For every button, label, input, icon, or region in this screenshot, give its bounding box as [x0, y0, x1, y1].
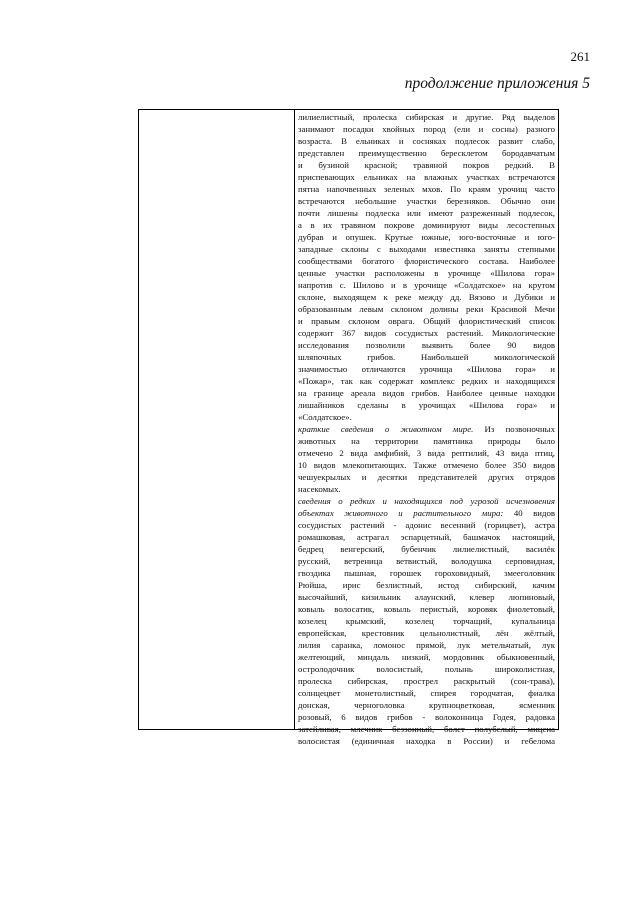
text-segment: 40 видов: [503, 508, 555, 518]
text-line: на границе ареала видов грибов. Наиболее ценные находки: [298, 388, 555, 398]
text-line: ромашковая, астрагал эспарцетный, башмачок настоящий,: [298, 532, 555, 542]
text-line: Рюйша, ирис безлистный, истод сибирский, качим: [298, 580, 555, 590]
text-line: затейливая, млечник беззонный, болет полубелый, мицена: [298, 724, 555, 734]
text-line: [298, 495, 555, 507]
text-line: козелец крымский, козелец торчащий, купальница: [298, 616, 555, 626]
text-line: напротив с. Шилово и в урочище «Солдатское» на крутом: [298, 280, 555, 290]
text-line: «Солдатское».: [298, 412, 352, 422]
text-line: гвоздика пышная, горошек гороховидный, змееголовник: [298, 568, 555, 578]
appendix-table: [138, 109, 559, 746]
text-line: значимостью отличаются урочища «Шилова гора» и: [298, 364, 555, 374]
table-right-column: [295, 110, 558, 746]
text-line: сосудистых растений - адонис весенний (горицвет), астра: [298, 520, 555, 530]
text-line: встречаются небольшие участки березняков. Обычно они: [298, 196, 555, 206]
text-line: русский, ветреница ветвистый, володушка серповидная,: [298, 556, 555, 566]
text-line: ковыль волосатик, ковыль перистый, коровяк фиолетовый,: [298, 604, 555, 614]
text-line: [298, 423, 555, 435]
text-line: и правым склоном оврага. Общий флористический список: [298, 316, 555, 326]
text-line: склоне, выходящем к реке между дд. Вязово и Дубики и: [298, 292, 555, 302]
text-line: бедрец венгерский, бубенчик лилиелистный, василёк: [298, 544, 555, 554]
text-line: почти лишены подлеска или имеют разреженный подлесок,: [298, 208, 555, 218]
text-line: сообществами богатого флористического состава. Наиболее: [298, 256, 555, 266]
text-line: волосистая (единичная находка в России) и гебелома: [298, 736, 555, 746]
text-line: европейская, крестовник цельнолистный, лён жёлтый,: [298, 628, 555, 638]
text-line: ценные участки расположены в урочище «Шилова гора»: [298, 268, 555, 278]
text-line: насекомых.: [298, 484, 341, 494]
text-line: лилиелистный, пролеска сибирская и другие. Ряд выделов: [298, 112, 555, 122]
text-line: лишайников сделаны в урочищах «Шилова гора» и: [298, 400, 555, 410]
text-line: пятна напочвенных зеленых мхов. По краям урочищ часто: [298, 184, 555, 194]
text-line: шляпочных грибов. Наибольшей микологической: [298, 352, 555, 362]
text-line: лилия саранка, ломонос прямой, лук метельчатый, лук: [298, 640, 555, 650]
text-line: приспевающих ельниках на влажных участках встречаются: [298, 172, 555, 182]
text-line: остролодочник волосистый, полынь широколистная,: [298, 664, 555, 674]
text-line: возраста. В ельниках и сосняках подлесок развит слабо,: [298, 136, 555, 146]
page-number: 261: [570, 49, 590, 64]
text-line: 10 видов млекопитающих. Также отмечено более 350 видов: [298, 460, 555, 470]
text-line: и бузиной красной; травяной покров редкий. В: [298, 160, 555, 170]
continuation-heading: продолжение приложения 5: [404, 75, 590, 92]
text-line: высочайший, кизильник алаунский, клевер люпиновый,: [298, 592, 555, 602]
text-line: животных на территории памятника природы было: [298, 436, 555, 446]
text-line: дубрав и опушек. Крутые южные, юго-восточные и юго-: [298, 232, 555, 242]
text-line: донская, черноголовка крупноцветковая, ясменник: [298, 700, 555, 710]
text-line: занимают посадки хвойных пород (ели и сосны) разного: [298, 124, 555, 134]
text-line: «Пожар», так как содержат комплекс редких и находящихся: [298, 376, 555, 386]
italic-heading-segment: краткие сведения о животном мире.: [298, 424, 474, 434]
italic-heading-segment: сведения о редких и находящихся под угрозой исчезновения: [298, 496, 555, 506]
text-line: содержит 367 видов сосудистых растений. Микологические: [298, 328, 555, 338]
text-line: западные склоны с выходами известняка заняты степными: [298, 244, 555, 254]
text-line: образованным левым склоном долины реки Красивой Мечи: [298, 304, 555, 314]
text-segment: Из позвоночных: [473, 424, 555, 434]
text-line: отмечено 2 вида амфибий, 3 вида рептилий, 43 вида птиц,: [298, 448, 555, 458]
text-line: чешуекрылых и десятки представителей других отрядов: [298, 472, 555, 482]
text-line: исследования позволили выявить более 90 видов: [298, 340, 555, 350]
text-line: представлен преимущественно бересклетом бородавчатым: [298, 148, 555, 158]
text-line: пролеска сибирская, прострел раскрытый (сон-трава),: [298, 676, 555, 686]
italic-heading-segment: объектах животного и растительного мира:: [298, 508, 504, 518]
table-left-column: [139, 110, 295, 729]
text-line: а в их травяном покрове доминируют виды лесостепных: [298, 220, 555, 230]
text-line: солнцецвет монетолистный, спирея городчатая, фиалка: [298, 688, 555, 698]
text-line: розовый, 6 видов грибов - волоконница Годея, радовка: [298, 712, 555, 722]
text-line: желтеющий, миндаль низкий, мордовник обыкновенный,: [298, 652, 555, 662]
text-line: [298, 507, 555, 519]
